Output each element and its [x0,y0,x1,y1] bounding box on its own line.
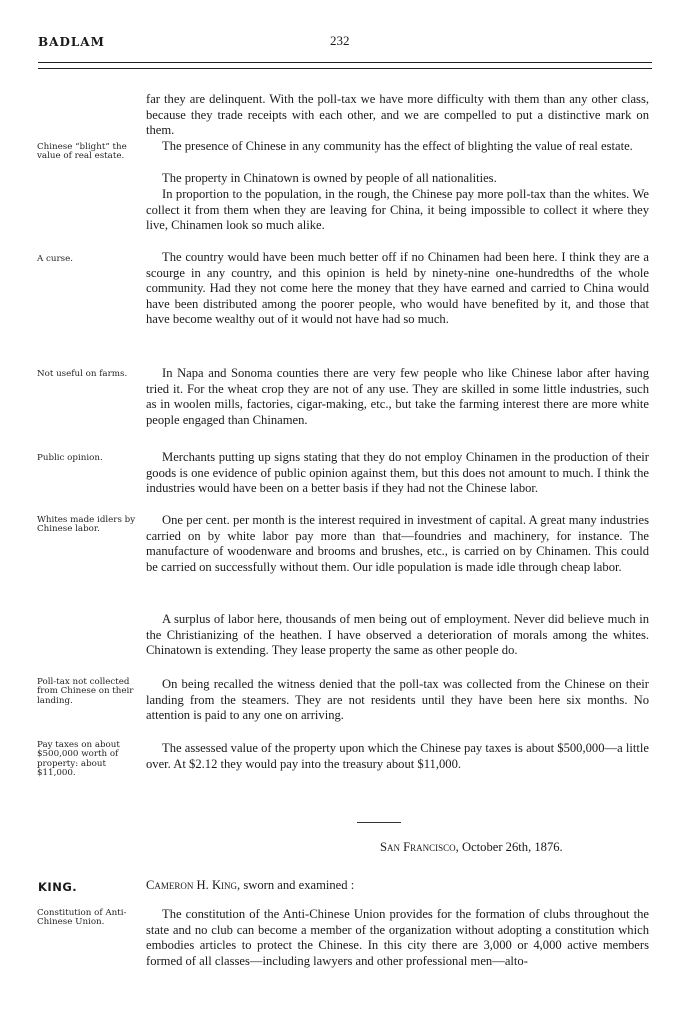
section-divider [357,822,401,823]
paragraph-blight: The presence of Chinese in any community has the effect of blighting the value of real estate. [162,139,633,153]
paragraph-property: The property in Chinatown is owned by people of all nationalities. [162,171,497,185]
paragraph-delinquent: far they are delinquent. With the poll-tax we have more difficulty with them than any other class, because they trade receipts with each other, and we are compelled to put a distinctive mark on them. [146,92,649,138]
dateline-date: , October 26th, 1876. [455,840,563,854]
paragraph-recalled: On being recalled the witness denied that the poll-tax was collected from the Chinese on their landing from the steamers. They are not residents until they have been here six months. No attention is paid to any one on arriving. [146,677,649,723]
dateline-place: San Francisco [380,840,456,854]
paragraph-assessed: The assessed value of the property upon which the Chinese pay taxes is about $500,000—a little over. At $2.12 they would pay into the treasury about $11,000. [146,741,649,771]
sidenote-curse: A curse. [37,254,74,264]
sidenote-farms: Not useful on farms. [37,369,128,379]
sidenote-pay-taxes: Pay taxes on about $500,000 worth of property: about $11,000. [37,740,120,779]
header-rule-top [38,62,652,63]
paragraph-country: The country would have been much better off if no Chinamen had been here. I think they are a scourge in any country, and this opinion is held by ninety-nine one-hundredths of the whole community. Had they not come here the money that they have earned and carried to China would have been distributed among the poorer people, who would have benefited by it, and those that have become wealthy out of it would not have had so much. [146,250,649,327]
paragraph-surplus: A surplus of labor here, thousands of men being out of employment. Never did believe much in the Christianizing of the heathen. I have observed a deterioration of morals among the whites. Chinatown is extending. They lease property the same as other people do. [146,612,649,658]
sidenote-constitution: Constitution of Anti-Chinese Union. [37,908,127,928]
dateline [380,840,563,855]
paragraph-merchants: Merchants putting up signs stating that they do not employ Chinamen in the production of their goods is one evidence of public opinion against them, but this does not amount to much. I think the industries would have been on a better basis if they had not the Chinese labor. [146,450,649,496]
header-rule-bottom [38,68,652,69]
witness-name: Cameron H. King [146,878,238,892]
witness-sworn: , sworn and examined : [237,878,355,892]
page-number: 232 [330,33,350,48]
sidenote-blight: Chinese “blight” the value of real estate. [37,142,127,162]
paragraph-napa: In Napa and Sonoma counties there are very few people who like Chinese labor after having tried it. For the wheat crop they are not of any use. They are skilled in some little industries, such as in woolen mills, factories, cigar-making, etc., but take the farming interest there are more white people engaged than Chinamen. [146,366,649,427]
running-head: BADLAM [38,35,105,49]
witness-heading [146,878,354,893]
paragraph-proportion: In proportion to the population, in the rough, the Chinese pay more poll-tax than the whites. We collect it from them when they are leaving for China, it being impossible to collect it where they live, Chinamen look so much alike. [146,187,649,233]
witness-side-label: KING. [38,880,78,894]
sidenote-public-opinion: Public opinion. [37,453,103,463]
paragraph-interest: One per cent. per month is the interest required in investment of capital. A great many industries carried on by white labor pay more than that—foundries and machinery, for instance. The manufacture of woodenware and brooms and brushes, etc., is carried on by Chinamen. This could be carried on successfully without them. Our idle population is made idle through cheap labor. [146,513,649,574]
paragraph-constitution: The constitution of the Anti-Chinese Union provides for the formation of clubs throughout the state and no club can become a member of the organization without adopting a constitution which embodies articles to protect the Chinese. In this city there are 3,000 or 4,000 active members formed of all classes—including lawyers and other professional men—alto- [146,907,649,968]
sidenote-whites-idlers: Whites made idlers by Chinese labor. [37,515,136,535]
sidenote-poll-tax: Poll-tax not collected from Chinese on their landing. [37,677,134,706]
